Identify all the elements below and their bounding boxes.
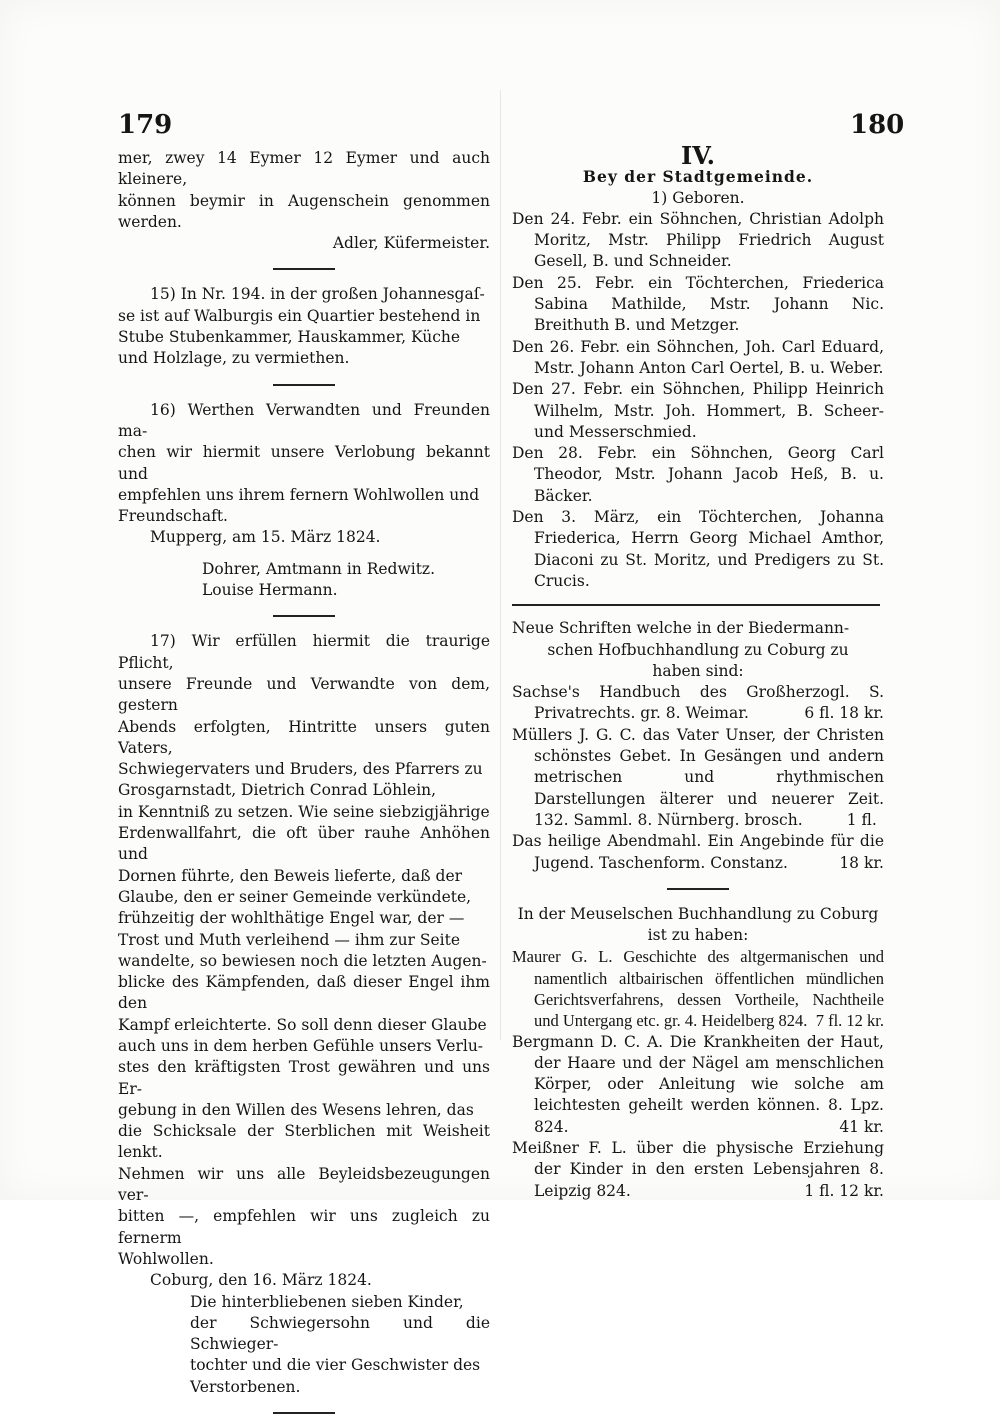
book-entry (512, 946, 884, 1031)
notice-line: stes den kräftigsten Trost gewähren und uns Er- (118, 1058, 490, 1098)
separator-rule (273, 1412, 335, 1414)
book-entry (512, 1138, 884, 1202)
notice-17 (118, 631, 490, 1398)
notice-line: 17) Wir erfüllen hiermit die traurige Pflicht, (118, 632, 490, 672)
book-title: Meißner F. L. über die physische Erziehung der Kinder in den ersten Lebensjahren 8. Leipzig 824. (512, 1139, 884, 1200)
notice-line: frühzeitig der wohlthätige Engel war, der — (118, 909, 465, 928)
notice-line: Freundschaft. (118, 507, 228, 526)
book-price: 41 kr. (839, 1117, 884, 1136)
separator-rule (667, 888, 729, 890)
notice-line: Erdenwallfahrt, die oft über rauhe Anhöhen und (118, 824, 490, 864)
notice-line: Glaube, den er seiner Gemeinde verkündete, (118, 887, 472, 906)
notice-line: Schwiegervaters und Bruders, des Pfarrers zu (118, 760, 483, 779)
booklist-biedermann (512, 618, 884, 874)
notice-signature: Louise Hermann. (202, 581, 338, 600)
notice-line: und Holzlage, zu vermiethen. (118, 349, 350, 368)
booklist-heading: ist zu haben: (647, 926, 749, 945)
booklist-heading: In der Meuselschen Buchhandlung zu Coburg (517, 904, 879, 923)
left-column (118, 148, 490, 1428)
notice-line: se ist auf Walburgis ein Quartier bestehend in (118, 306, 481, 325)
book-price: 1 fl. 12 kr. (804, 1181, 884, 1200)
booklist-heading: haben sind: (652, 661, 744, 680)
notice-line: 15) In Nr. 194. in der großen Johannesgaſ- (150, 285, 485, 304)
notice-place-date: Coburg, den 16. März 1824. (150, 1271, 372, 1290)
notice-line: Grosgarnstadt, Dietrich Conrad Löhlein, (118, 781, 437, 800)
page-number-right: 180 (850, 110, 905, 140)
notice-line: Dornen führte, den Beweis lieferte, daß der (118, 866, 463, 885)
separator-rule (273, 384, 335, 386)
birth-entry: Den 26. Febr. ein Söhnchen, Joh. Carl Eduard, Mstr. Johann Anton Carl Oertel, B. u. Weber. (512, 337, 884, 377)
notice-line: unsere Freunde und Verwandte von dem, gestern (118, 674, 490, 715)
notice-line: Stube Stubenkammer, Hauskammer, Küche (118, 328, 461, 347)
births-list (512, 209, 884, 592)
booklist-heading: Neue Schriften welche in der Biedermann- (512, 619, 850, 638)
book-price: 7 fl. 12 kr. (815, 1011, 884, 1031)
book-price: 6 fl. 18 kr. (804, 704, 884, 723)
birth-entry: Den 25. Febr. ein Töchterchen, Friederica Sabina Mathilde, Mstr. Johann Nic. Breithuth B. und Metzger. (512, 273, 884, 335)
intro-line: können beymir in Augenschein genommen werden. (118, 191, 490, 231)
book-title: Sachse's Handbuch des Großherzogl. S. Privatrechts. gr. 8. Weimar. (512, 683, 884, 723)
notice-line: auch uns in dem herben Gefühle unsers Verlu- (118, 1036, 484, 1055)
book-entry (512, 725, 884, 831)
notice-line: Kampf erleichterte. So soll denn dieser Glaube (118, 1015, 487, 1034)
notice-place-date: Mupperg, am 15. März 1824. (150, 528, 381, 547)
book-price: 18 kr. (839, 853, 884, 872)
book-entry (512, 1032, 884, 1138)
notice-signature: Verstorbenen. (190, 1377, 301, 1396)
birth-entry: Den 24. Febr. ein Söhnchen, Christian Adolph Moritz, Mstr. Philipp Friedrich August Gesell, B. und Schneider. (512, 209, 884, 271)
book-title: Das heilige Abendmahl. Ein Angebinde für die Jugend. Taschenform. Constanz. (512, 832, 884, 872)
births-heading: 1) Geboren. (651, 188, 745, 207)
book-price: 1 fl. (846, 810, 877, 829)
birth-entry: Den 28. Febr. ein Söhnchen, Georg Carl Theodor, Mstr. Johann Jacob Heß, B. u. Bäcker. (512, 444, 884, 505)
notice-signature: tochter und die vier Geschwister des (190, 1356, 481, 1375)
booklist-meusel (512, 904, 884, 1202)
booklist-heading: schen Hofbuchhandlung zu Coburg zu (547, 640, 849, 659)
separator-rule (273, 615, 335, 617)
book-title: Bergmann D. C. A. Die Krankheiten der Haut, der Haare und der Nägel am menschlichen Körper, oder Anleitung wie solche am leichtesten geheilt werden können. 8. Lpz. 824. (512, 1032, 884, 1136)
column-separator-rule (512, 604, 880, 606)
notice-line: 16) Werthen Verwandten und Freunden ma- (118, 400, 490, 440)
right-column (512, 141, 884, 1202)
notice-line: die Schicksale der Sterblichen mit Weisheit lenkt. (118, 1122, 490, 1162)
notice-line: blicke des Kämpfenden, daß dieser Engel ihm den (118, 973, 490, 1013)
notice-line: empfehlen uns ihrem fernern Wohlwollen und (118, 485, 480, 504)
notice-signature: der Schwiegersohn und die Schwieger- (190, 1313, 490, 1354)
notice-signature: Die hinterbliebenen sieben Kinder, (190, 1292, 464, 1311)
intro-line: mer, zwey 14 Eymer 12 Eymer und auch kleinere, (118, 149, 490, 189)
notice-line: Abends erfolgten, Hintritte unsers guten Vaters, (118, 717, 490, 757)
section-subtitle: Bey der Stadtgemeinde. (582, 167, 814, 187)
notice-line: bitten —, empfehlen wir uns zugleich zu fernerm (118, 1207, 490, 1247)
birth-entry: Den 3. März, ein Töchterchen, Johanna Friederica, Herrn Georg Michael Amthor, Diaconi zu St. Moritz, und Predigers zu St. Crucis. (512, 508, 884, 590)
notice-15 (118, 284, 490, 369)
page-number-left: 179 (118, 110, 173, 140)
notice-line: Trost und Muth verleihend — ihm zur Seite (118, 930, 461, 949)
section-title: IV. (680, 141, 715, 170)
book-entry (512, 831, 884, 874)
notice-signature: Dohrer, Amtmann in Redwitz. (202, 559, 436, 578)
intro-signature: Adler, Küfermeister. (332, 234, 490, 253)
notice-16 (118, 400, 490, 602)
notice-line: Nehmen wir uns alle Beyleidsbezeugungen ver- (118, 1164, 490, 1205)
notice-line: chen wir hiermit unsere Verlobung bekannt und (118, 443, 490, 483)
book-entry (512, 682, 884, 725)
separator-rule (273, 268, 335, 270)
notice-line: gebung in den Willen des Wesens lehren, das (118, 1100, 474, 1119)
fold-line (500, 90, 501, 1040)
book-title: Maurer G. L. Geschichte des altgermanischen und namentlich altbairischen öffentlichen mündlichen Gerichtsverfahrens, dessen Vortheile, Nachtheile und Untergang etc. gr. 4. Heidelberg 824. (512, 947, 884, 1031)
notice-line: wandelte, so bewiesen noch die letzten Augen- (118, 951, 487, 970)
birth-entry: Den 27. Febr. ein Söhnchen, Philipp Heinrich Wilhelm, Mstr. Joh. Hommert, B. Scheer- und Messerschmied. (512, 380, 884, 441)
notice-line: Wohlwollen. (118, 1249, 214, 1268)
notice-line: in Kenntniß zu setzen. Wie seine siebzigjährige (118, 802, 490, 821)
book-title: Müllers J. G. C. das Vater Unser, der Christen schönstes Gebet. In Gesängen und andern metrischen und rhythmischen Darstellungen älterer und neuerer Zeit. 132. Samml. 8. Nürnberg. brosch. (512, 725, 884, 829)
